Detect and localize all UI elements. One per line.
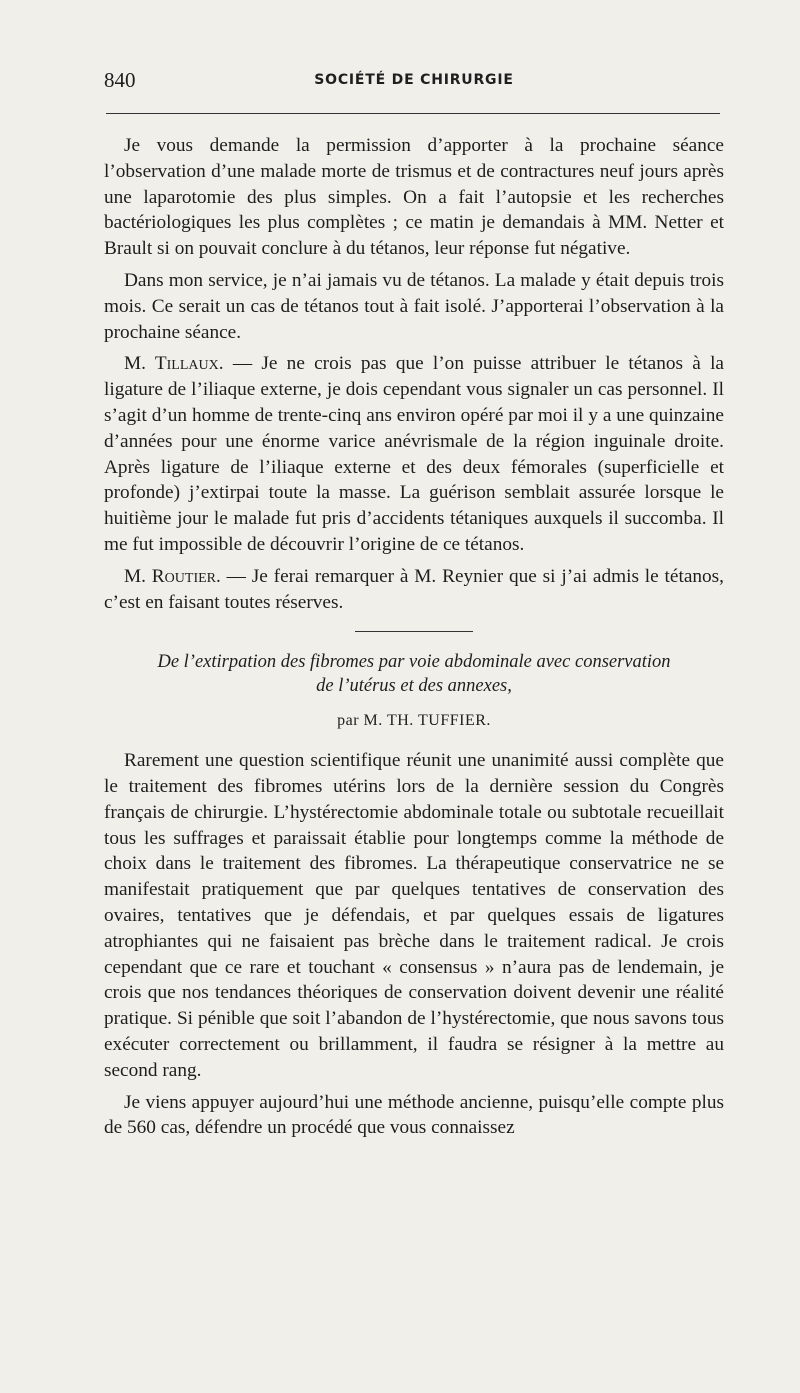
article-paragraph-2: Je viens appuyer aujourd’hui une méthode ancienne, puisqu’elle compte plus de 560 cas, défendre un procédé que vous connaissez — [104, 1091, 724, 1139]
routier-text: — Je ferai remarquer à M. Reynier que si j’ai admis le tétanos, c’est en faisant toutes réserves. — [104, 565, 724, 613]
journal-title: SOCIÉTÉ DE CHIRURGIE — [314, 72, 514, 88]
article-paragraph-1: Rarement une question scientifique réunit une unanimité aussi complète que le traitement des fibromes utérins lors de la dernière session du Congrès français de chirurgie. L’hystérectomie abdominale totale ou subtotale recueillait tous les suffrages et paraissait établie pour longtemps comme la méthode de choix dans le traitement des fibromes. La thérapeutique conservatrice ne se manifestait pratiquement que par quelques tentatives de conservation des ovaires, tentatives que je défendais, et par quelques essais de ligatures atrophiantes qui ne faisaient pas brèche dans le traitement radical. Je crois cependant que ce rare et touchant « consensus » n’aura pas de lendemain, je crois que nos tendances théoriques de conservation doivent devenir une réalité pratique. Si pénible que soit l’abandon de l’hystérectomie, que nous savons tous exécuter correctement ou brillamment, il faudra se résigner à la mettre au second rang. — [104, 750, 724, 1081]
speaker-tillaux: M. Tillaux. — [124, 353, 224, 375]
running-head — [104, 68, 724, 92]
article-author: par M. TH. TUFFIER. — [337, 712, 491, 730]
speaker-routier: M. Routier. — [124, 565, 221, 587]
header-rule — [106, 113, 720, 114]
paragraph-reynier-2: Dans mon service, je n’ai jamais vu de tétanos. La malade y était depuis trois mois. Ce serait un cas de tétanos tout à fait isolé. J’apporterai l’observation à la prochaine séance. — [104, 269, 724, 343]
page-number: 840 — [104, 68, 136, 92]
paragraph-tillaux — [104, 351, 724, 557]
article-title-line-1: De l’extirpation des fibromes par voie abdominale avec conservation — [157, 652, 671, 673]
article-title — [104, 650, 724, 698]
paragraph-routier — [104, 564, 724, 616]
body-text — [104, 133, 724, 1147]
tillaux-text: — Je ne crois pas que l’on puisse attribuer le tétanos à la ligature de l’iliaque externe, je dois cependant vous signaler un cas personnel. Il s’agit d’un homme de trente-cinq ans environ opéré par moi il y a une quinzaine d’années pour une énorme varice anévrismale de la région inguinale droite. Après ligature de l’iliaque externe et des deux fémorales (superficielle et profonde) j’extirpai toute la masse. La guérison semblait assurée lorsque le huitième jour le malade fut pris d’accidents tétaniques auxquels il succomba. Il me fut impossible de découvrir l’origine de ce tétanos. — [104, 353, 724, 555]
paragraph-reynier-1: Je vous demande la permission d’apporter à la prochaine séance l’observation d’une malade morte de trismus et de contractures neuf jours après une laparotomie des plus simples. On a fait l’autopsie et les recherches bactériologiques les plus complètes ; ce matin je demandais à MM. Netter et Brault si on pouvait conclure à du tétanos, leur réponse fut négative. — [104, 135, 724, 260]
section-separator — [355, 631, 473, 632]
article-title-line-2: de l’utérus et des annexes, — [316, 676, 512, 697]
